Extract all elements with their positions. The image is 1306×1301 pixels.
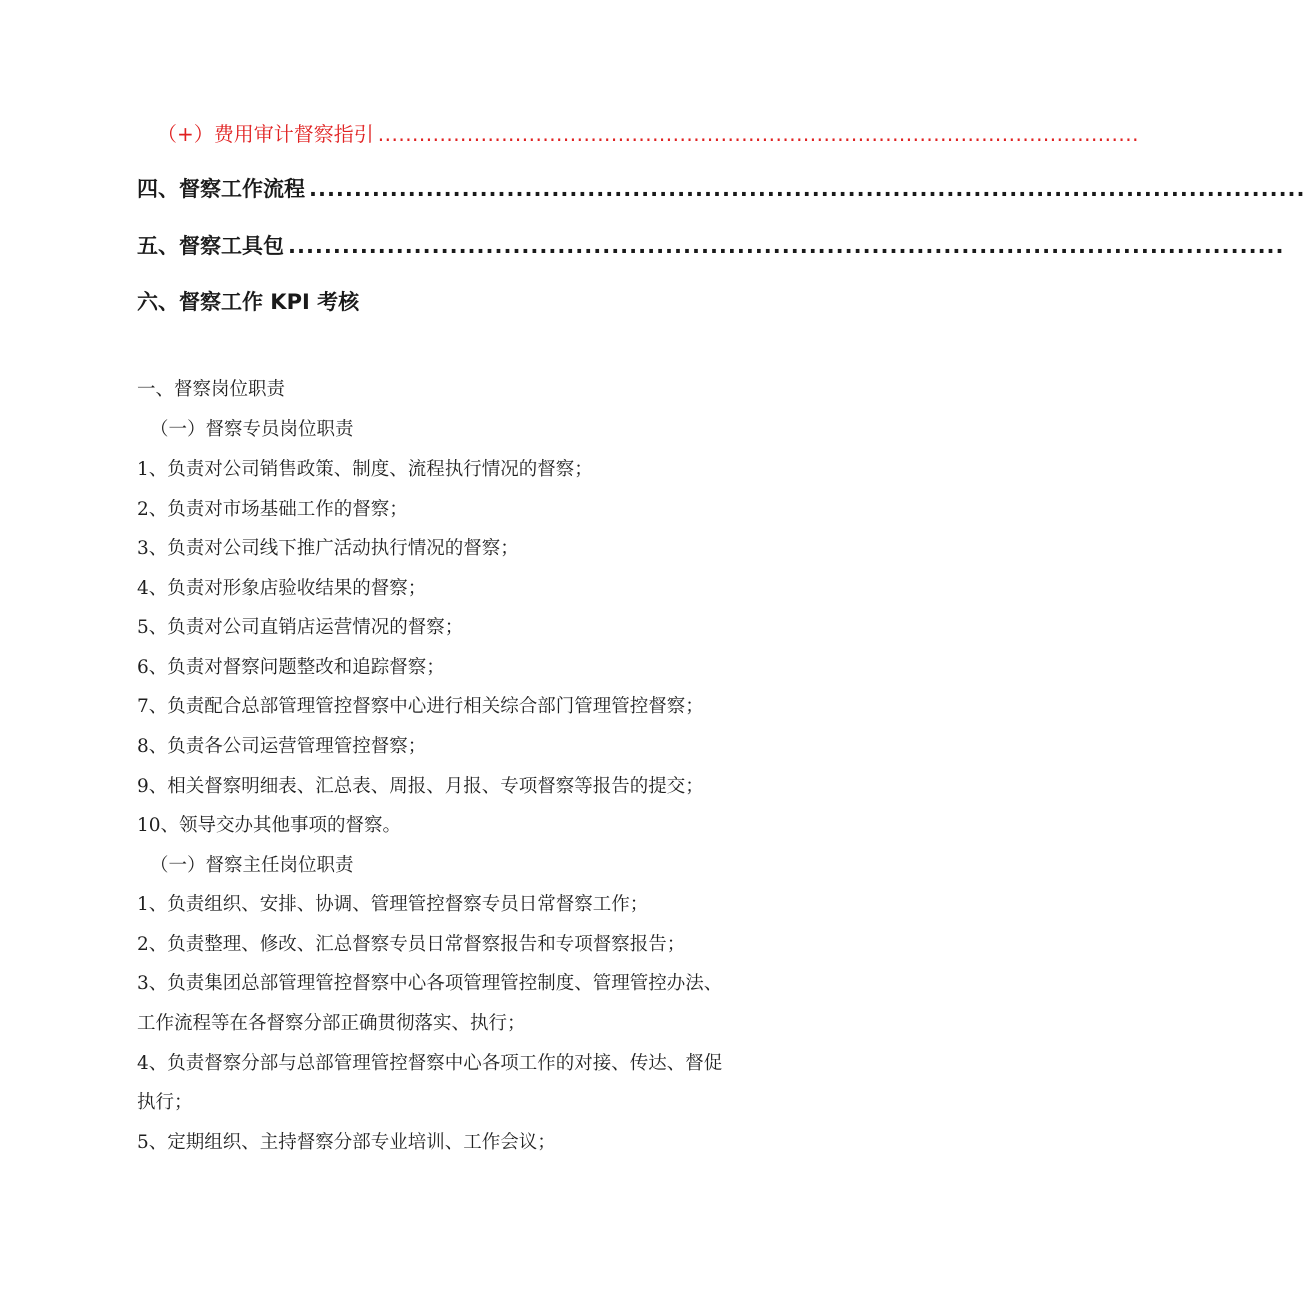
- list-item-continuation: 工作流程等在各督察分部正确贯彻落实、执行；: [137, 1013, 526, 1034]
- list-item: 7、负责配合总部管理管控督察中心进行相关综合部门管理管控督察；: [137, 696, 704, 717]
- list-item: 4、负责督察分部与总部管理管控督察中心各项工作的对接、传达、督促: [137, 1053, 723, 1074]
- list-item: 8、负责各公司运营管理管控督察；: [137, 736, 427, 757]
- list-item-continuation: 执行；: [137, 1092, 193, 1113]
- toc-dot-leader: ...............................................................................................................: [377, 122, 1139, 146]
- toc-dot-leader: ...............................................................................................................: [309, 177, 1306, 201]
- toc-item-kpi[interactable]: [137, 286, 769, 316]
- list-item: 3、负责对公司线下推广活动执行情况的督察；: [137, 538, 519, 559]
- list-item: 1、负责对公司销售政策、制度、流程执行情况的督察；: [137, 459, 593, 480]
- section-heading: 一、督察岗位职责: [137, 379, 286, 400]
- toc-item-title: （+）费用审计督察指引: [157, 122, 374, 146]
- list-item: 9、相关督察明细表、汇总表、周报、月报、专项督察等报告的提交；: [137, 776, 704, 797]
- toc-sub-item-expense-audit[interactable]: [157, 118, 1139, 147]
- list-item: 10、领导交办其他事项的督察。: [137, 815, 402, 836]
- group-heading-director: （一）督察主任岗位职责: [150, 855, 354, 876]
- toc-item-title: 六、督察工作 KPI 考核: [137, 290, 360, 314]
- list-item: 1、负责组织、安排、协调、管理管控督察专员日常督察工作；: [137, 894, 649, 915]
- toc-item-toolkit[interactable]: [137, 230, 1285, 260]
- group-heading-specialist: （一）督察专员岗位职责: [150, 419, 354, 440]
- list-item: 6、负责对督察问题整改和追踪督察；: [137, 657, 445, 678]
- list-item: 4、负责对形象店验收结果的督察；: [137, 578, 427, 599]
- list-item: 2、负责对市场基础工作的督察；: [137, 499, 408, 520]
- toc-item-title: 四、督察工作流程: [137, 177, 305, 201]
- list-item: 5、负责对公司直销店运营情况的督察；: [137, 617, 464, 638]
- list-item: 5、定期组织、主持督察分部专业培训、工作会议；: [137, 1132, 556, 1153]
- toc-item-title: 五、督察工具包: [137, 234, 284, 258]
- toc-item-workflow[interactable]: [137, 173, 1306, 203]
- list-item: 3、负责集团总部管理管控督察中心各项管理管控制度、管理管控办法、: [137, 973, 723, 994]
- list-item: 2、负责整理、修改、汇总督察专员日常督察报告和专项督察报告；: [137, 934, 686, 955]
- toc-dot-leader: ...............................................................................................................: [288, 234, 1285, 258]
